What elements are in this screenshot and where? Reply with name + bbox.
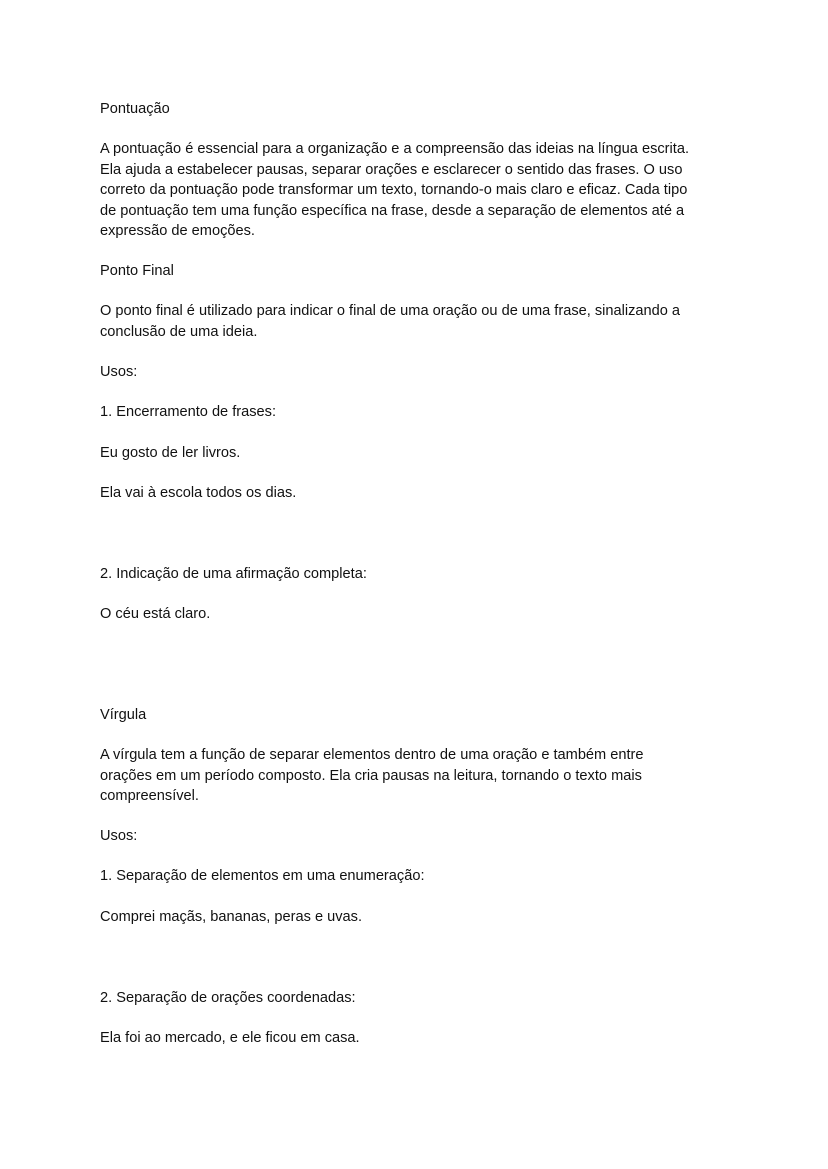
intro-line: expressão de emoções.	[100, 223, 255, 239]
description-line: O ponto final é utilizado para indicar o final de uma oração ou de uma frase, sinalizando a	[100, 303, 681, 319]
section-heading-virgula: Vírgula	[100, 707, 147, 723]
virgula-usos-label: Usos:	[100, 828, 138, 844]
intro-line: correto da pontuação pode transformar um texto, tornando-o mais claro e eficaz. Cada tipo	[100, 182, 688, 198]
intro-line: de pontuação tem uma função específica na frase, desde a separação de elementos até a	[100, 202, 685, 219]
intro-line: A pontuação é essencial para a organização e a compreensão das ideias na língua escrita.	[100, 141, 690, 157]
virgula-item-2-example-1: Ela foi ao mercado, e ele ficou em casa.	[100, 1030, 360, 1046]
virgula-item-1-title: 1. Separação de elementos em uma enumeração:	[100, 868, 425, 884]
ponto-final-item-1-example-1: Eu gosto de ler livros.	[100, 445, 241, 461]
ponto-final-item-1-example-2: Ela vai à escola todos os dias.	[100, 485, 297, 501]
ponto-final-description	[100, 301, 728, 342]
intro-paragraph	[100, 139, 728, 242]
ponto-final-item-2-title: 2. Indicação de uma afirmação completa:	[100, 566, 367, 582]
ponto-final-usos-label: Usos:	[100, 364, 138, 380]
description-line: compreensível.	[100, 788, 199, 804]
virgula-item-2-title: 2. Separação de orações coordenadas:	[100, 990, 356, 1006]
description-line: orações em um período composto. Ela cria pausas na leitura, tornando o texto mais	[100, 767, 642, 784]
description-line: conclusão de uma ideia.	[100, 323, 258, 340]
virgula-description	[100, 745, 728, 807]
document-title: Pontuação	[100, 101, 170, 117]
section-heading-ponto-final: Ponto Final	[100, 263, 174, 279]
description-line: A vírgula tem a função de separar elementos dentro de uma oração e também entre	[100, 747, 644, 763]
intro-line: Ela ajuda a estabelecer pausas, separar orações e esclarecer o sentido das frases. O uso	[100, 161, 683, 178]
virgula-item-1-example-1: Comprei maçãs, bananas, peras e uvas.	[100, 909, 363, 925]
ponto-final-item-1-title: 1. Encerramento de frases:	[100, 404, 277, 420]
ponto-final-item-2-example-1: O céu está claro.	[100, 606, 211, 622]
